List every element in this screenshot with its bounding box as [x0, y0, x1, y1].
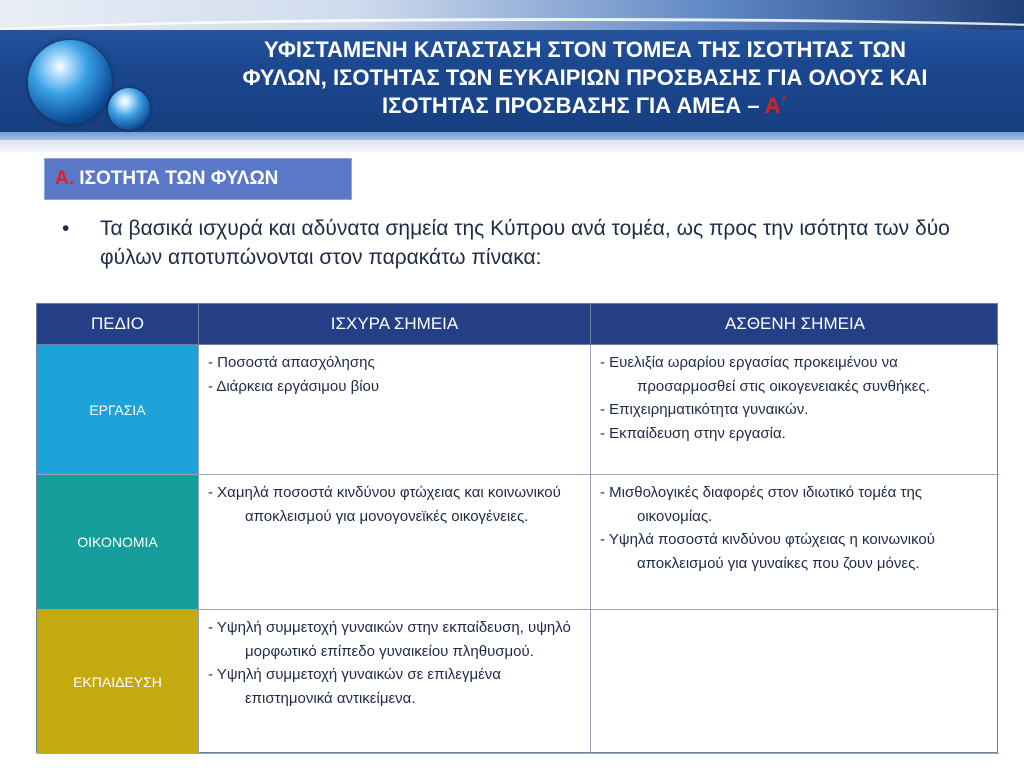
title-line-1: ΥΦΙΣΤΑΜΕΝΗ ΚΑΤΑΣΤΑΣΗ ΣΤΟΝ ΤΟΜΕΑ ΤΗΣ ΙΣΟΤΗΤΑΣ ΤΩΝ	[263, 37, 906, 62]
header-field: ΠΕΔΙΟ	[37, 304, 199, 345]
header-weaknesses: ΑΣΘΕΝΗ ΣΗΜΕΙΑ	[591, 304, 999, 345]
section-prefix: Α.	[55, 168, 74, 189]
table-row	[37, 610, 997, 754]
intro-text: Τα βασικά ισχυρά και αδύνατα σημεία της Κύπρου ανά τομέα, ως προς την ισότητα των δύο φύλων αποτυπώνονται στον παρακάτω πίνακα:	[100, 217, 950, 269]
category-cell: ΕΚΠΑΙΔΕΥΣΗ	[37, 610, 199, 754]
banner-bottom-line	[0, 132, 1024, 140]
title-line-3-text: ΙΣΟΤΗΤΑΣ ΠΡΟΣΒΑΣΗΣ ΓΙΑ ΑΜΕΑ –	[382, 93, 760, 118]
banner-sub-bar	[0, 140, 1024, 152]
weakness-item: - Εκπαίδευση στην εργασία.	[600, 424, 786, 442]
slide-title	[165, 36, 1005, 120]
section-label-text: ΙΣΟΤΗΤΑ ΤΩΝ ΦΥΛΩΝ	[79, 168, 279, 189]
globe-logo-large	[28, 40, 112, 124]
strength-item: - Υψηλή συμμετοχή γυναικών σε επιλεγμένα επιστημονικά αντικείμενα.	[208, 666, 501, 707]
table-row	[37, 345, 997, 475]
category-cell: ΕΡΓΑΣΙΑ	[37, 345, 199, 475]
strength-item: - Υψηλή συμμετοχή γυναικών στην εκπαίδευση, υψηλό μορφωτικό επίπεδο γυναικείου πληθυσμού.	[208, 619, 571, 660]
weaknesses-cell	[591, 610, 999, 754]
header-banner	[0, 0, 1024, 140]
table-row	[37, 475, 997, 610]
weaknesses-cell	[591, 475, 999, 610]
category-cell: ΟΙΚΟΝΟΜΙΑ	[37, 475, 199, 610]
strengths-cell	[199, 610, 591, 754]
globe-logo-small	[108, 88, 150, 130]
bullet-marker: •	[62, 217, 70, 240]
strength-item: - Ποσοστά απασχόλησης	[208, 354, 375, 371]
title-accent: Α΄	[764, 93, 788, 118]
weakness-item: - Υψηλά ποσοστά κινδύνου φτώχειας η κοινωνικού αποκλεισμού για γυναίκες που ζουν μόνες.	[600, 531, 935, 572]
table-header-row	[37, 304, 997, 345]
comparison-table	[36, 303, 998, 753]
title-line-3	[165, 92, 1005, 120]
strength-item: - Χαμηλά ποσοστά κινδύνου φτώχειας και κοινωνικού αποκλεισμού για μονογονεϊκές οικογένειες.	[208, 484, 561, 525]
section-label	[44, 158, 352, 200]
strengths-cell	[199, 345, 591, 475]
strength-item: - Διάρκεια εργάσιμου βίου	[208, 377, 380, 395]
weakness-item: - Μισθολογικές διαφορές στον ιδιωτικό τομέα της οικονομίας.	[600, 484, 923, 525]
weaknesses-cell	[591, 345, 999, 475]
weakness-item: - Ευελιξία ωραρίου εργασίας προκειμένου να προσαρμοσθεί στις οικογενειακές συνθήκες.	[600, 354, 930, 395]
weakness-item: - Επιχειρηματικότητα γυναικών.	[600, 401, 809, 418]
header-strengths: ΙΣΧΥΡΑ ΣΗΜΕΙΑ	[199, 304, 591, 345]
strengths-cell	[199, 475, 591, 610]
title-line-2: ΦΥΛΩΝ, ΙΣΟΤΗΤΑΣ ΤΩΝ ΕΥΚΑΙΡΙΩΝ ΠΡΟΣΒΑΣΗΣ ΓΙΑ ΟΛΟΥΣ ΚΑΙ	[242, 65, 928, 90]
